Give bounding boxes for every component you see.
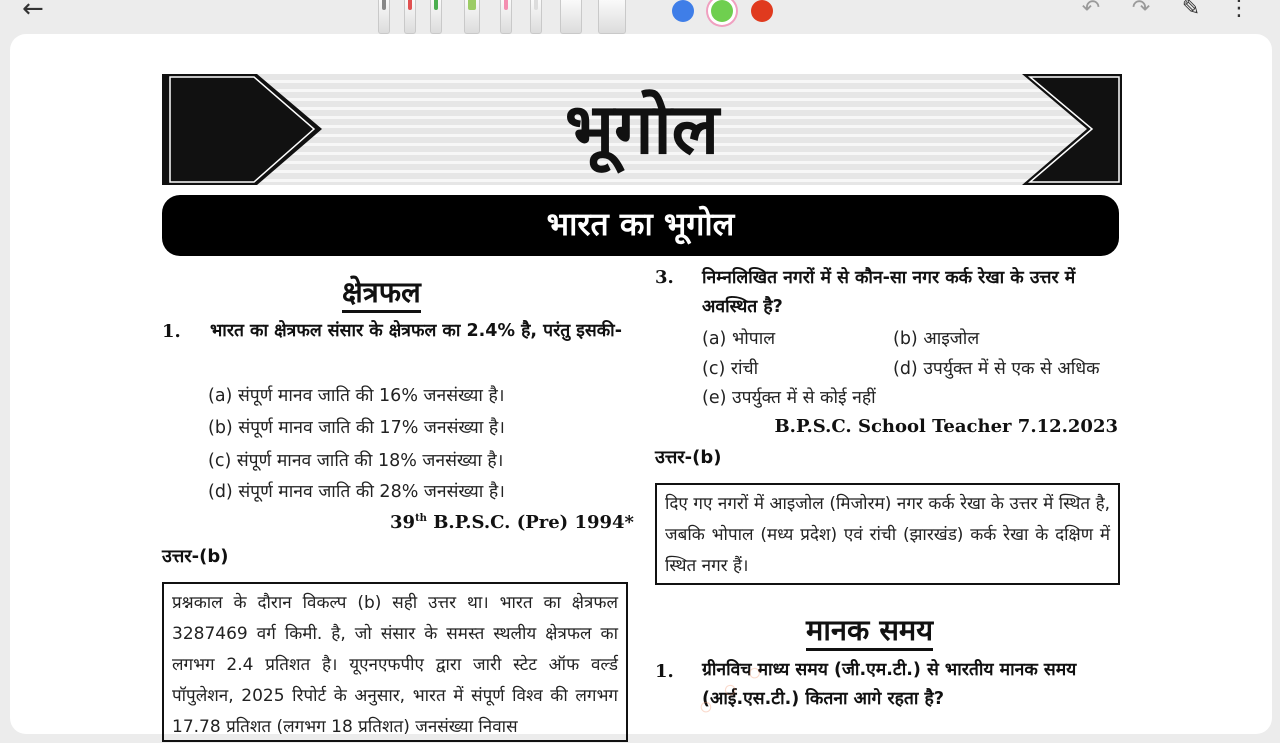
more-options-icon[interactable]: ⋮ bbox=[1228, 0, 1250, 21]
highlighter-tool[interactable] bbox=[500, 0, 512, 34]
pen-tool-red[interactable] bbox=[404, 0, 416, 34]
pencil-tool[interactable] bbox=[378, 0, 390, 34]
option-b: (b) संपूर्ण मानव जाति की 17% जनसंख्या है। bbox=[208, 418, 505, 438]
answer-label: उत्तर-(b) bbox=[162, 546, 229, 567]
question-text: निम्नलिखित नगरों में से कौन-सा नगर कर्क रेखा के उत्तर में अवस्थित है? bbox=[702, 268, 1076, 317]
watermark: ◦ ◦ ◦ bbox=[689, 654, 774, 729]
chapter-title: भूगोल bbox=[564, 88, 720, 170]
answer-label: उत्तर-(b) bbox=[655, 447, 722, 468]
option-c: (c) संपूर्ण मानव जाति की 18% जनसंख्या है। bbox=[208, 451, 504, 471]
option-e: (e) उपर्युक्त में से कोई नहीं bbox=[702, 388, 876, 408]
question-number: 1. bbox=[162, 321, 181, 342]
color-green-swatch[interactable] bbox=[711, 0, 733, 22]
option-b: (b) आइजोल bbox=[893, 329, 980, 349]
option-a: (a) संपूर्ण मानव जाति की 16% जनसंख्या है। bbox=[208, 386, 505, 406]
pen-tool-green[interactable] bbox=[430, 0, 442, 34]
section-title-area: क्षेत्रफल bbox=[342, 274, 421, 313]
option-a: (a) भोपाल bbox=[702, 329, 776, 349]
edit-icon[interactable]: ✎ bbox=[1181, 0, 1201, 21]
section-title-standard-time: मानक समय bbox=[806, 612, 933, 651]
exam-source: 39th B.P.S.C. (Pre) 1994* bbox=[390, 512, 634, 533]
back-arrow-icon[interactable]: ← bbox=[22, 0, 44, 24]
ruler-tool[interactable] bbox=[598, 0, 626, 34]
document-page bbox=[10, 34, 1272, 737]
chapter-subtitle: भारत का भूगोल bbox=[162, 195, 1119, 256]
explanation-box: दिए गए नगरों में आइजोल (मिजोरम) नगर कर्क रेखा के उत्तर में स्थित है, जबकि भोपाल (मध्य प्रदेश) एवं रांची (झारखंड) कर्क रेखा के दक्षिण में स्थित नगर हैं। bbox=[655, 483, 1120, 585]
color-red-swatch[interactable] bbox=[751, 0, 773, 22]
question-text: ग्रीनविच माध्य समय (जी.एम.टी.) से भारतीय मानक समय (आई.एस.टी.) कितना आगे रहता है? bbox=[702, 660, 1077, 709]
explanation-box: प्रश्नकाल के दौरान विकल्प (b) सही उत्तर था। भारत का क्षेत्रफल 3287469 वर्ग किमी. है, जो संसार के समस्त स्थलीय क्षेत्रफल का लगभग 2.4 प्रतिशत है। यूएनएफपीए द्वारा जारी स्टेट ऑफ वर्ल्ड पॉपुलेशन, 2025 रिपोर्ट के अनुसार, भारत में संपूर्ण विश्व की लगभग 17.78 प्रतिशत (लगभग 18 प्रतिशत) जनसंख्या निवास bbox=[162, 582, 628, 742]
chapter-banner bbox=[162, 74, 1122, 185]
redo-icon[interactable]: ↷ bbox=[1131, 0, 1151, 21]
app-toolbar bbox=[0, 0, 1280, 34]
exam-source: B.P.S.C. School Teacher 7.12.2023 bbox=[774, 416, 1118, 437]
undo-icon[interactable]: ↶ bbox=[1081, 0, 1101, 21]
eraser-tool[interactable] bbox=[530, 0, 542, 34]
option-c: (c) रांची bbox=[702, 359, 759, 379]
question-number: 3. bbox=[655, 267, 674, 288]
lasso-tool[interactable] bbox=[560, 0, 582, 34]
color-blue-swatch[interactable] bbox=[672, 0, 694, 22]
option-d: (d) उपर्युक्त में से एक से अधिक bbox=[893, 359, 1100, 379]
option-d: (d) संपूर्ण मानव जाति की 28% जनसंख्या है। bbox=[208, 482, 505, 502]
marker-tool[interactable] bbox=[464, 0, 480, 34]
pen-tray bbox=[372, 0, 632, 34]
question-text: भारत का क्षेत्रफल संसार के क्षेत्रफल का 2.4% है, परंतु इसकी- bbox=[210, 321, 622, 341]
question-number: 1. bbox=[655, 661, 674, 682]
